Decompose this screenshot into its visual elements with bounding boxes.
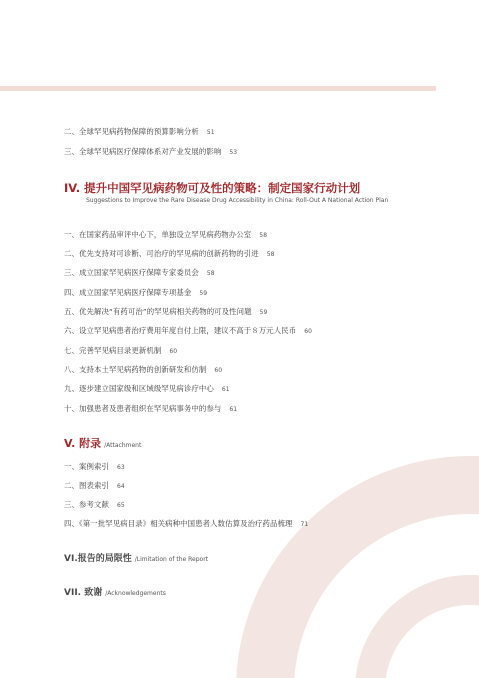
toc-item[interactable]: 六、设立罕见病患者治疗费用年度自付上限，建议不高于８万元人民币 60 (64, 326, 313, 335)
section-4-heading[interactable]: IV. 提升中国罕见病药物可及性的策略：制定国家行动计划 (64, 181, 361, 195)
page-number: 60 (304, 328, 313, 335)
decorative-ring-outer (265, 485, 479, 678)
toc-item[interactable]: 九、逐步建立国家级和区域级罕见病诊疗中心 61 (64, 384, 230, 393)
page-number: 58 (206, 270, 215, 277)
page-number: 63 (116, 464, 125, 471)
page-number: 64 (116, 483, 125, 490)
section-7-heading[interactable]: VII. 致谢 /Acknowledgements (64, 588, 166, 598)
section-5-heading[interactable]: V. 附录 /Attachment (64, 437, 142, 450)
section-4-subtitle: Suggestions to Improve the Rare Disease Drug Accessibility in China: Roll-Out A National Action Plan (86, 197, 389, 204)
toc-item[interactable]: 二、图表索引 64 (64, 481, 125, 490)
page-number: 51 (206, 129, 215, 136)
page-number: 59 (199, 290, 208, 297)
page-number: 71 (300, 521, 309, 528)
page-number: 59 (259, 309, 268, 316)
toc-item[interactable]: 三、全球罕见病医疗保障体系对产业发展的影响 53 (64, 147, 238, 156)
page-number: 61 (229, 406, 238, 413)
section-6-heading[interactable]: VI.报告的局限性 /Limitation of the Report (64, 554, 209, 564)
toc-item[interactable]: 一、在国家药品审评中心下，单独设立罕见病药物办公室 58 (64, 230, 268, 239)
page-number: 58 (259, 232, 268, 239)
toc-item[interactable]: 三、成立国家罕见病医疗保障专家委员会 58 (64, 268, 215, 277)
header-band (0, 86, 436, 91)
page-number: 58 (266, 251, 275, 258)
toc-item[interactable]: 八、支持本土罕见病药物的创新研发和仿制 60 (64, 365, 223, 374)
page-number: 65 (116, 502, 125, 509)
decorative-ring-inner (370, 590, 479, 678)
toc-item[interactable]: 二、优先支持对可诊断、可治疗的罕见病的创新药物的引进 58 (64, 249, 275, 258)
toc-item[interactable]: 四、成立国家罕见病医疗保障专项基金 59 (64, 288, 208, 297)
toc-item[interactable]: 五、优先解决“有药可治”的罕见病相关药物的可及性问题 59 (64, 307, 268, 316)
page-number: 61 (221, 386, 230, 393)
page-number: 60 (214, 367, 223, 374)
toc-item[interactable]: 四、《第一批罕见病目录》相关病种中国患者人数估算及治疗药品梳理 71 (64, 519, 309, 528)
page-number: 60 (169, 348, 178, 355)
toc-item[interactable]: 二、全球罕见病药物保障的预算影响分析 51 (64, 127, 215, 136)
toc-item[interactable]: 七、完善罕见病目录更新机制 60 (64, 346, 178, 355)
toc-item[interactable]: 一、案例索引 63 (64, 462, 125, 471)
toc-item[interactable]: 三、参考文献 65 (64, 500, 125, 509)
page-number: 53 (229, 149, 238, 156)
toc-item[interactable]: 十、加强患者及患者组织在罕见病事务中的参与 61 (64, 404, 238, 413)
